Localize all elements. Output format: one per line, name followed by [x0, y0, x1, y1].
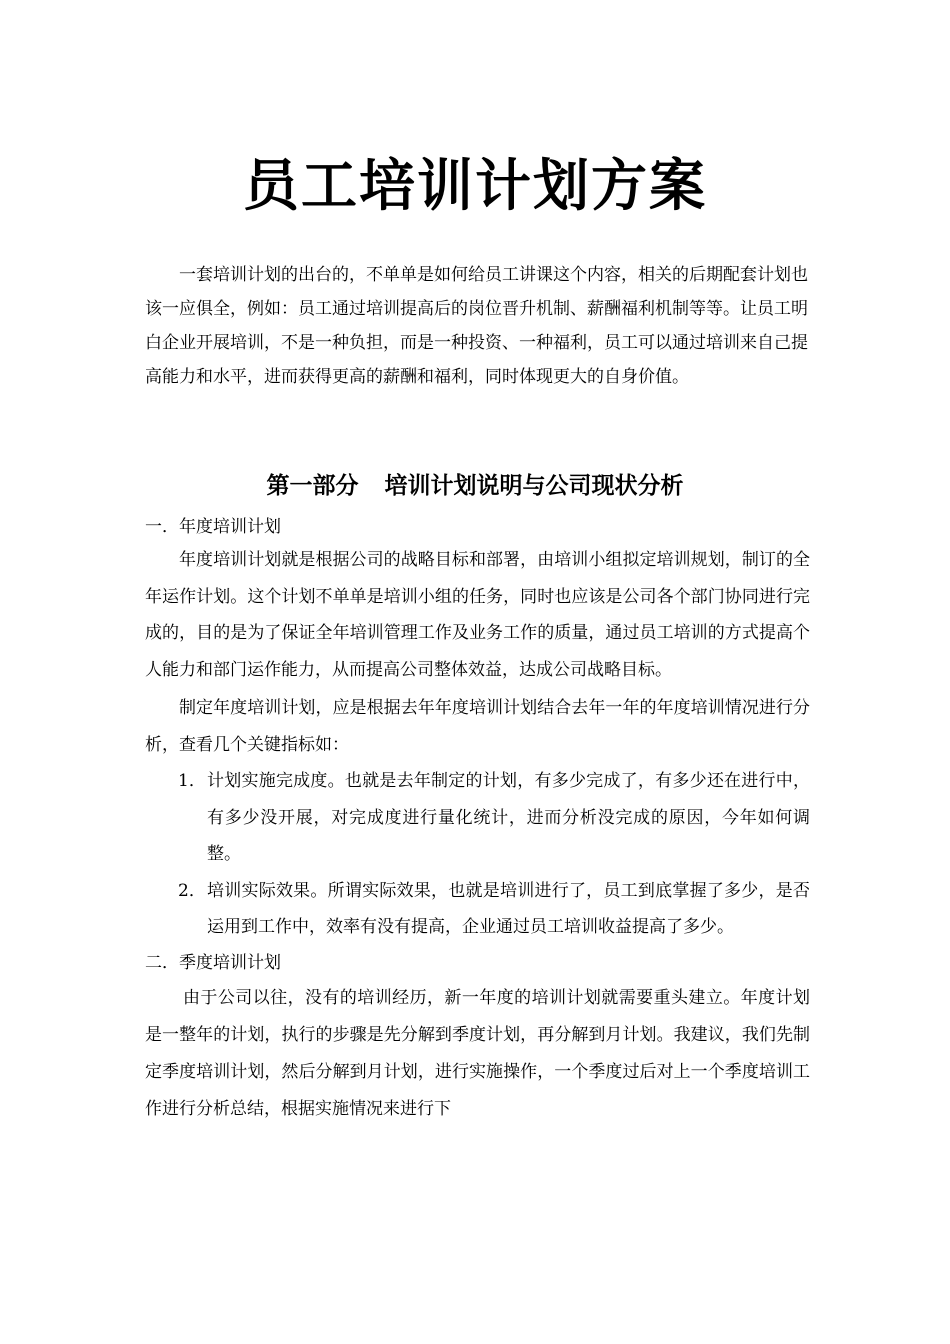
annual-plan-paragraph-2: 制定年度培训计划，应是根据去年年度培训计划结合去年一年的年度培训情况进行分析，查看几个关键指标如： — [145, 698, 810, 755]
quarterly-plan-paragraph-1: 由于公司以往，没有的培训经历，新一年度的培训计划就需要重头建立。年度计划是一整年的计划，执行的步骤是先分解到季度计划，再分解到月计划。我建议，我们先制定季度培训计划，然后分解到月计划，进行实施操作，一个季度过后对上一个季度培训工作进行分析总结，根据实施情况来进行下 — [145, 987, 810, 1119]
document-body — [145, 512, 810, 1128]
list-item-text: 培训实际效果。所谓实际效果，也就是培训进行了，员工到底掌握了多少，是否运用到工作中，效率有没有提高，企业通过员工培训收益提高了多少。 — [207, 880, 810, 937]
section-part-label: 第一部分 — [266, 472, 359, 499]
annual-plan-paragraph-1: 年度培训计划就是根据公司的战略目标和部署，由培训小组拟定培训规划，制订的全年运作计划。这个计划不单单是培训小组的任务，同时也应该是公司各个部门协同进行完成的，目的是为了保证全年培训管理工作及业务工作的质量，通过员工培训的方式提高个人能力和部门运作能力，从而提高公司整体效益，达成公司战略目标。 — [145, 550, 810, 680]
intro-paragraph: 一套培训计划的出台的，不单单是如何给员工讲课这个内容，相关的后期配套计划也该一应俱全，例如：员工通过培训提高后的岗位晋升机制、薪酬福利机制等等。让员工明白企业开展培训，不是一种负担，而是一种投资、一种福利，员工可以通过培训来自己提高能力和水平，进而获得更高的薪酬和福利，同时体现更大的自身价值。 — [145, 265, 808, 387]
section-heading — [0, 466, 950, 506]
list-item — [145, 763, 810, 873]
list-item-number: 1． — [178, 771, 206, 791]
annual-plan-heading: 一．年度培训计划 — [145, 517, 281, 537]
list-item — [145, 873, 810, 946]
document-title: 员工培训计划方案 — [243, 153, 707, 219]
list-item-number: 2． — [178, 880, 206, 901]
quarterly-plan-heading: 二．季度培训计划 — [145, 952, 281, 973]
list-item-text: 计划实施完成度。也就是去年制定的计划，有多少完成了，有多少还在进行中，有多少没开展，对完成度进行量化统计，进而分析没完成的原因，今年如何调整。 — [207, 771, 810, 864]
key-indicator-list — [145, 763, 810, 946]
section-heading-text: 培训计划说明与公司现状分析 — [384, 472, 684, 499]
